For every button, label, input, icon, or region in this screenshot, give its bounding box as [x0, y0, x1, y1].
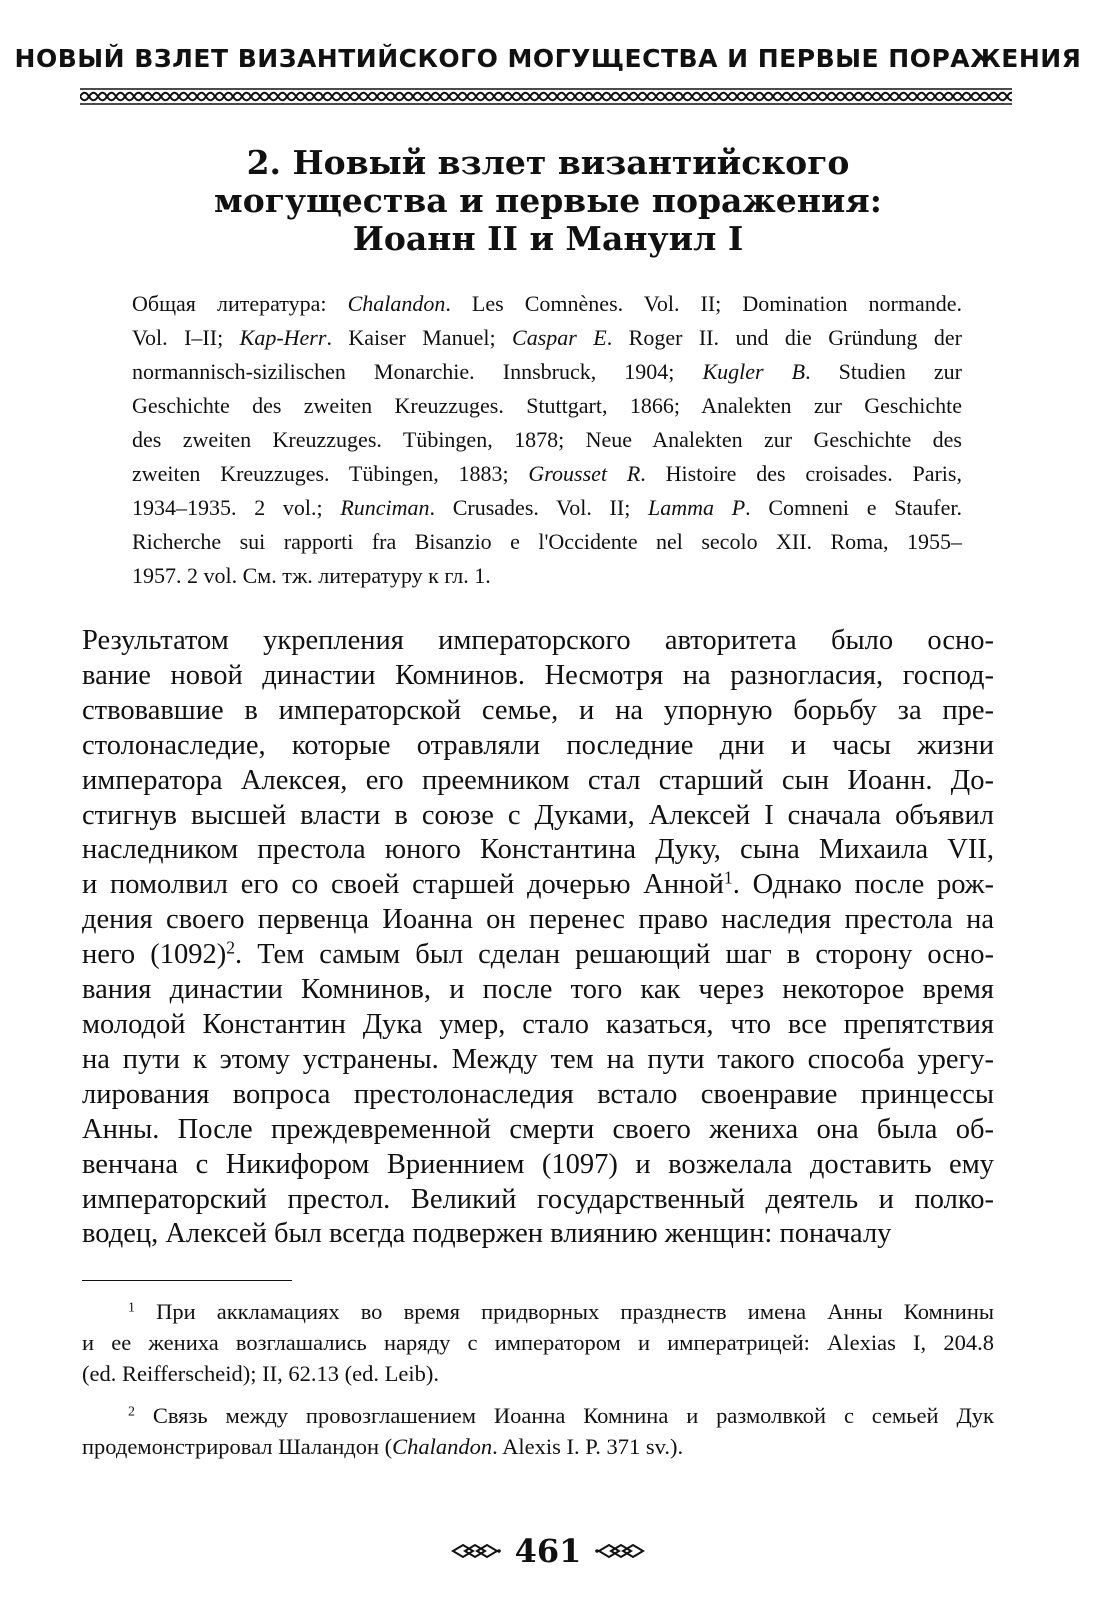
main-text: [82, 624, 994, 1252]
footnote-line: (ed. Reifferscheid); II, 62.13 (ed. Leib).: [82, 1361, 439, 1386]
text-line: и помолвил его со своей старшей дочерью Анной$^1$. Однако после рож-: [82, 867, 994, 901]
author-name: Caspar E: [512, 325, 607, 350]
right-ornament-icon: [595, 1543, 645, 1559]
footnotes: [82, 1296, 994, 1473]
bibliography-line: des zweiten Kreuzzuges. Tübingen, 1878; Neue Analekten zur Geschichte des: [132, 427, 962, 452]
chapter-title: [0, 144, 1096, 258]
chapter-title-line: 2. Новый взлет византийского: [246, 143, 850, 182]
text-line: императорский престол. Великий государственный деятель и полко-: [82, 1183, 994, 1215]
footnote-divider: [82, 1280, 292, 1281]
author-name: Kap-Herr: [239, 325, 327, 350]
footnote: [82, 1400, 994, 1462]
author-name: Runciman: [340, 495, 430, 520]
left-ornament-icon: [451, 1543, 501, 1559]
footnote-ref[interactable]: 2: [226, 937, 236, 958]
text-line: вание новой династии Комнинов. Несмотря на разногласия, господ-: [82, 659, 994, 691]
text-line: Анны. После преждевременной смерти своего жениха она была об-: [82, 1113, 994, 1145]
text-line: лирования вопроса престолонаследия встало своенравие принцессы: [82, 1078, 994, 1110]
footnote-marker: 2: [128, 1404, 135, 1420]
footnote-marker: 1: [128, 1300, 135, 1316]
footnote-line: $^1$ При аккламациях во время придворных празднеств имена Анны Комнины: [128, 1299, 994, 1324]
text-line: императора Алексея, его преемником стал старший сын Иоанн. До-: [82, 764, 994, 796]
text-line: него $(1092)^2$. Тем самым был сделан решающий шаг в сторону осно-: [82, 937, 994, 971]
text-line: на пути к этому устранены. Между тем на пути такого способа урегу-: [82, 1043, 994, 1075]
bibliography-line: Vol. I–II; Kap-Herr. Kaiser Manuel; Caspar E. Roger II. und die Gründung der: [132, 325, 962, 350]
page-number: 461: [514, 1532, 582, 1570]
text-line: Результатом укрепления императорского авторитета было осно-: [82, 625, 994, 656]
page-footer: [0, 1532, 1096, 1570]
bibliography-line: normannisch-sizilischen Monarchie. Innsbruck, 1904; Kugler B. Studien zur: [132, 359, 962, 384]
text-line: ствовавшие в императорской семье, и на упорную борьбу за пре-: [82, 694, 994, 726]
text-line: венчана с Никифором Вриеннием (1097) и возжелала доставить ему: [82, 1148, 994, 1180]
text-line: водец, Алексей был всегда подвержен влиянию женщин: поначалу: [82, 1218, 892, 1250]
footnote-line: $^2$ Связь между провозглашением Иоанна Комнина и размолвкой с семьей Дук: [128, 1403, 994, 1428]
bibliography-line: 1957. 2 vol. См. тж. литературу к гл. 1.: [132, 563, 491, 588]
author-name: Chalandon: [392, 1434, 493, 1459]
author-name: Lamma P: [648, 495, 746, 520]
bibliography-line: zweiten Kreuzzuges. Tübingen, 1883; Grousset R. Histoire des croisades. Paris,: [132, 461, 962, 486]
author-name: Chalandon: [347, 291, 446, 316]
bibliography: [132, 287, 962, 593]
footnote-line: продемонстрировал Шаландон (Chalandon. Alexis I. P. 371 sv.).: [82, 1434, 684, 1459]
author-name: Kugler B: [702, 359, 806, 384]
running-head: НОВЫЙ ВЗЛЕТ ВИЗАНТИЙСКОГО МОГУЩЕСТВА И ПЕРВЫЕ ПОРАЖЕНИЯ: [14, 44, 1082, 73]
text-line: наследником престола юного Константина Дуку, сына Михаила VII,: [82, 834, 994, 866]
chapter-title-line: могущества и первые поражения:: [214, 181, 882, 220]
footnote-ref[interactable]: 1: [723, 867, 733, 888]
bibliography-line: Geschichte des zweiten Kreuzzuges. Stuttgart, 1866; Analekten zur Geschichte: [132, 393, 962, 418]
author-name: Grousset R: [528, 461, 641, 486]
text-line: молодой Константин Дука умер, стало казаться, что все препятствия: [82, 1008, 994, 1040]
text-line: стигнув высшей власти в союзе с Дуками, Алексей I сначала объявил: [82, 799, 994, 831]
footnote-line: и ее жениха возглашались наряду с императором и императрицей: Alexias I, 204.8: [82, 1330, 994, 1355]
chapter-title-line: Иоанн II и Мануил I: [352, 219, 744, 258]
ornamental-border: [80, 88, 1012, 105]
text-line: вания династии Комнинов, и после того как через некоторое время: [82, 974, 994, 1006]
footnote: [82, 1296, 994, 1389]
bibliography-line: Richerche sui rapporti fra Bisanzio e l'Occidente nel secolo XII. Roma, 1955–: [132, 529, 962, 554]
text-line: столонаследие, которые отравляли последние дни и часы жизни: [82, 729, 994, 761]
bibliography-line: Общая литература: Chalandon. Les Comnènes. Vol. II; Domination normande.: [132, 291, 962, 316]
bibliography-line: 1934–1935. 2 vol.; Runciman. Crusades. Vol. II; Lamma P. Comneni e Staufer.: [132, 495, 963, 520]
text-line: дения своего первенца Иоанна он перенес право наследия престола на: [82, 904, 994, 936]
